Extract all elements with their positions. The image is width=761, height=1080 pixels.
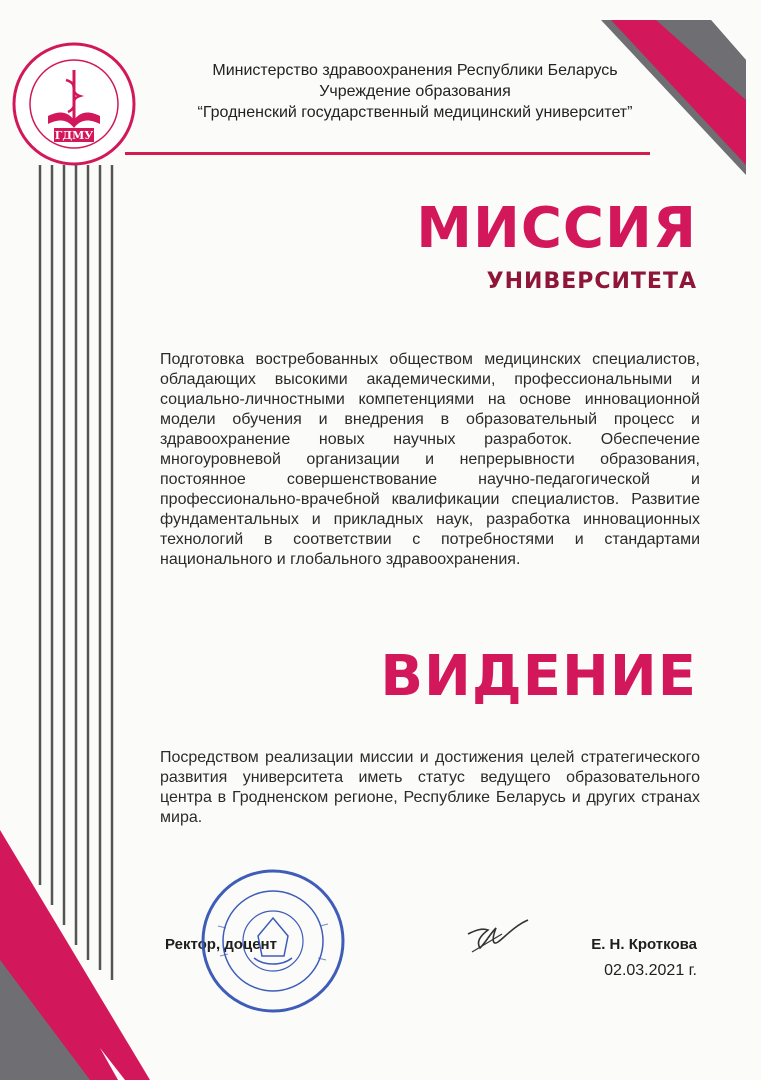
mission-subtitle: УНИВЕРСИТЕТА <box>486 269 697 294</box>
institution-type-line: Учреждение образования <box>319 83 511 100</box>
official-stamp <box>198 866 348 1016</box>
vision-text: Посредством реализации миссии и достижения целей стратегического развития университета иметь статус ведущего образовательного центра в Гродненском регионе, Республике Беларусь и других странах мира. <box>160 749 700 826</box>
header-divider <box>125 152 650 155</box>
document-header <box>150 60 680 123</box>
mission-text: Подготовка востребованных обществом медицинских специалистов, обладающих высокими академическими, профессиональными и социально-личностными компетенциями на основе инновационной модели обучения и внедрения в образовательный процесс и здравоохранение новых научных разработок. Обеспечение многоуровневой организации и непрерывности образования, постоянное совершенствование научно-педагогической и профессионально-врачебной квалификации специалистов. Развитие фундаментальных и прикладных наук, разработка инновационных технологий в соответствии с потребностями и стандартами национального и глобального здравоохранения. <box>160 351 700 568</box>
university-name-line: “Гродненский государственный медицинский университет” <box>197 104 633 121</box>
document-date: 02.03.2021 г. <box>604 962 697 979</box>
university-logo <box>10 40 138 168</box>
logo-abbr: ГДМУ <box>54 129 94 142</box>
mission-title: МИССИЯ <box>416 196 697 261</box>
handwritten-signature <box>462 912 532 958</box>
ministry-line: Министерство здравоохранения Республики Беларусь <box>212 62 618 79</box>
vertical-stripes-decoration <box>38 165 123 985</box>
signatory-position: Ректор, доцент <box>165 936 277 953</box>
signatory-name: Е. Н. Кроткова <box>591 936 697 953</box>
vision-title: ВИДЕНИЕ <box>380 644 697 709</box>
